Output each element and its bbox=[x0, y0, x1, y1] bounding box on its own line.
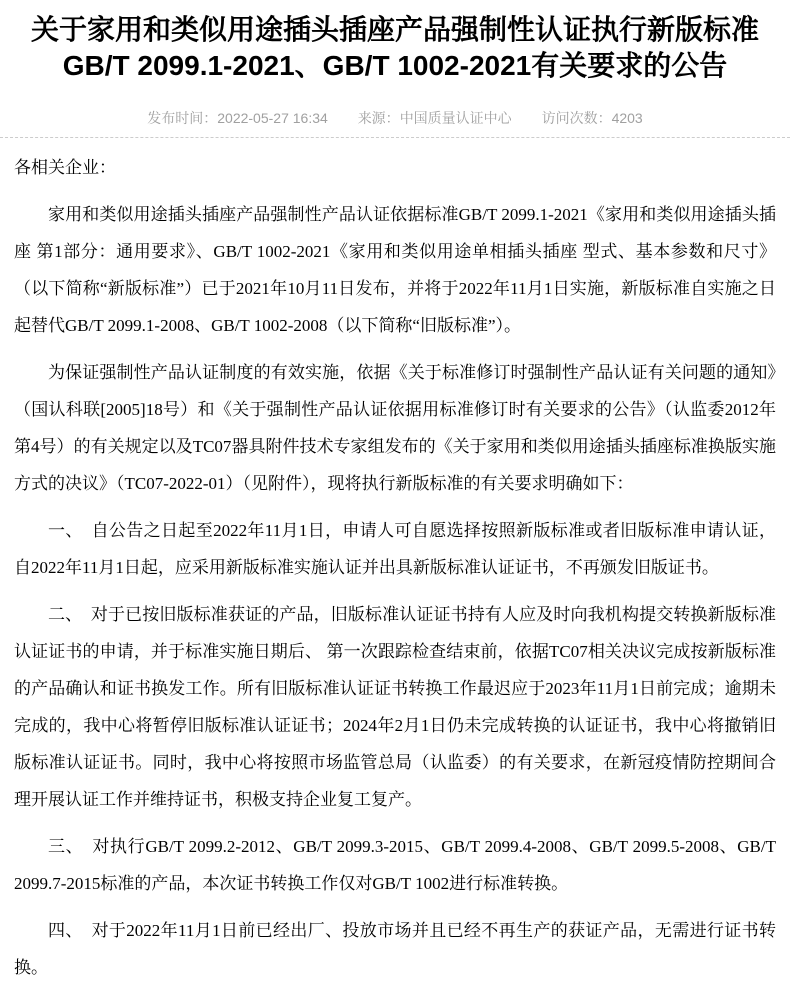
visit-count bbox=[542, 108, 643, 128]
publish-time-label: 发布时间： bbox=[147, 110, 218, 126]
announcement-page bbox=[0, 12, 790, 994]
page-title: 关于家用和类似用途插头插座产品强制性认证执行新版标准GB/T 2099.1-2021、GB/T 1002-2021有关要求的公告 bbox=[30, 14, 759, 81]
publish-time-value: 2022-05-27 16:34 bbox=[217, 110, 328, 126]
publish-time bbox=[147, 108, 328, 128]
body-paragraph-item-4: 四、 对于2022年11月1日前已经出厂、投放市场并且已经不再生产的获证产品，无需进行证书转换。 bbox=[14, 921, 776, 977]
body-paragraph-item-1: 一、 自公告之日起至2022年11月1日，申请人可自愿选择按照新版标准或者旧版标准申请认证，自2022年11月1日起，应采用新版标准实施认证并出具新版标准认证证书，不再颁发旧版证书。 bbox=[14, 521, 776, 577]
article-source-label: 来源： bbox=[357, 110, 400, 126]
article-source-value: 中国质量认证中心 bbox=[399, 110, 512, 126]
article-source bbox=[358, 108, 512, 128]
visit-count-label: 访问次数： bbox=[541, 110, 612, 126]
body-paragraph-item-2: 二、 对于已按旧版标准获证的产品，旧版标准认证证书持有人应及时向我机构提交转换新版标准认证证书的申请，并于标准实施日期后、 第一次跟踪检查结束前，依据TC07相关决议完成按新版标准的产品确认和证书换发工作。所有旧版标准认证证书转换工作最迟应于2023年11月1日前完成；逾期未完成的，我中心将暂停旧版标准认证证书；2024年2月1日仍未完成转换的认证证书，我中心将撤销旧版标准认证证书。同时，我中心将按照市场监管总局（认监委）的有关要求，在新冠疫情防控期间合理开展认证工作并维持证书，积极支持企业复工复产。 bbox=[14, 605, 776, 809]
body-paragraph-item-3: 三、 对执行GB/T 2099.2-2012、GB/T 2099.3-2015、GB/T 2099.4-2008、GB/T 2099.5-2008、GB/T 2099.7-2015标准的产品，本次证书转换工作仅对GB/T 1002进行标准转换。 bbox=[14, 837, 776, 893]
announcement-body bbox=[0, 138, 790, 994]
salutation: 各相关企业： bbox=[14, 158, 116, 177]
article-meta bbox=[0, 108, 790, 128]
body-paragraph-basis: 为保证强制性产品认证制度的有效实施，依据《关于标准修订时强制性产品认证有关问题的通知》（国认科联[2005]18号）和《关于强制性产品认证依据用标准修订时有关要求的公告》（认监委2012年第4号）的有关规定以及TC07器具附件技术专家组发布的《关于家用和类似用途插头插座标准换版实施方式的决议》（TC07-2022-01）（见附件），现将执行新版标准的有关要求明确如下： bbox=[14, 363, 776, 493]
body-paragraph-intro: 家用和类似用途插头插座产品强制性产品认证依据标准GB/T 2099.1-2021《家用和类似用途插头插座 第1部分：通用要求》、GB/T 1002-2021《家用和类似用途单相插头插座 型式、基本参数和尺寸》（以下简称“新版标准”）已于2021年10月11日发布，并将于2022年11月1日实施，新版标准自实施之日起替代GB/T 2099.1-2008、GB/T 1002-2008（以下简称“旧版标准”）。 bbox=[14, 205, 776, 335]
visit-count-value: 4203 bbox=[611, 110, 643, 126]
